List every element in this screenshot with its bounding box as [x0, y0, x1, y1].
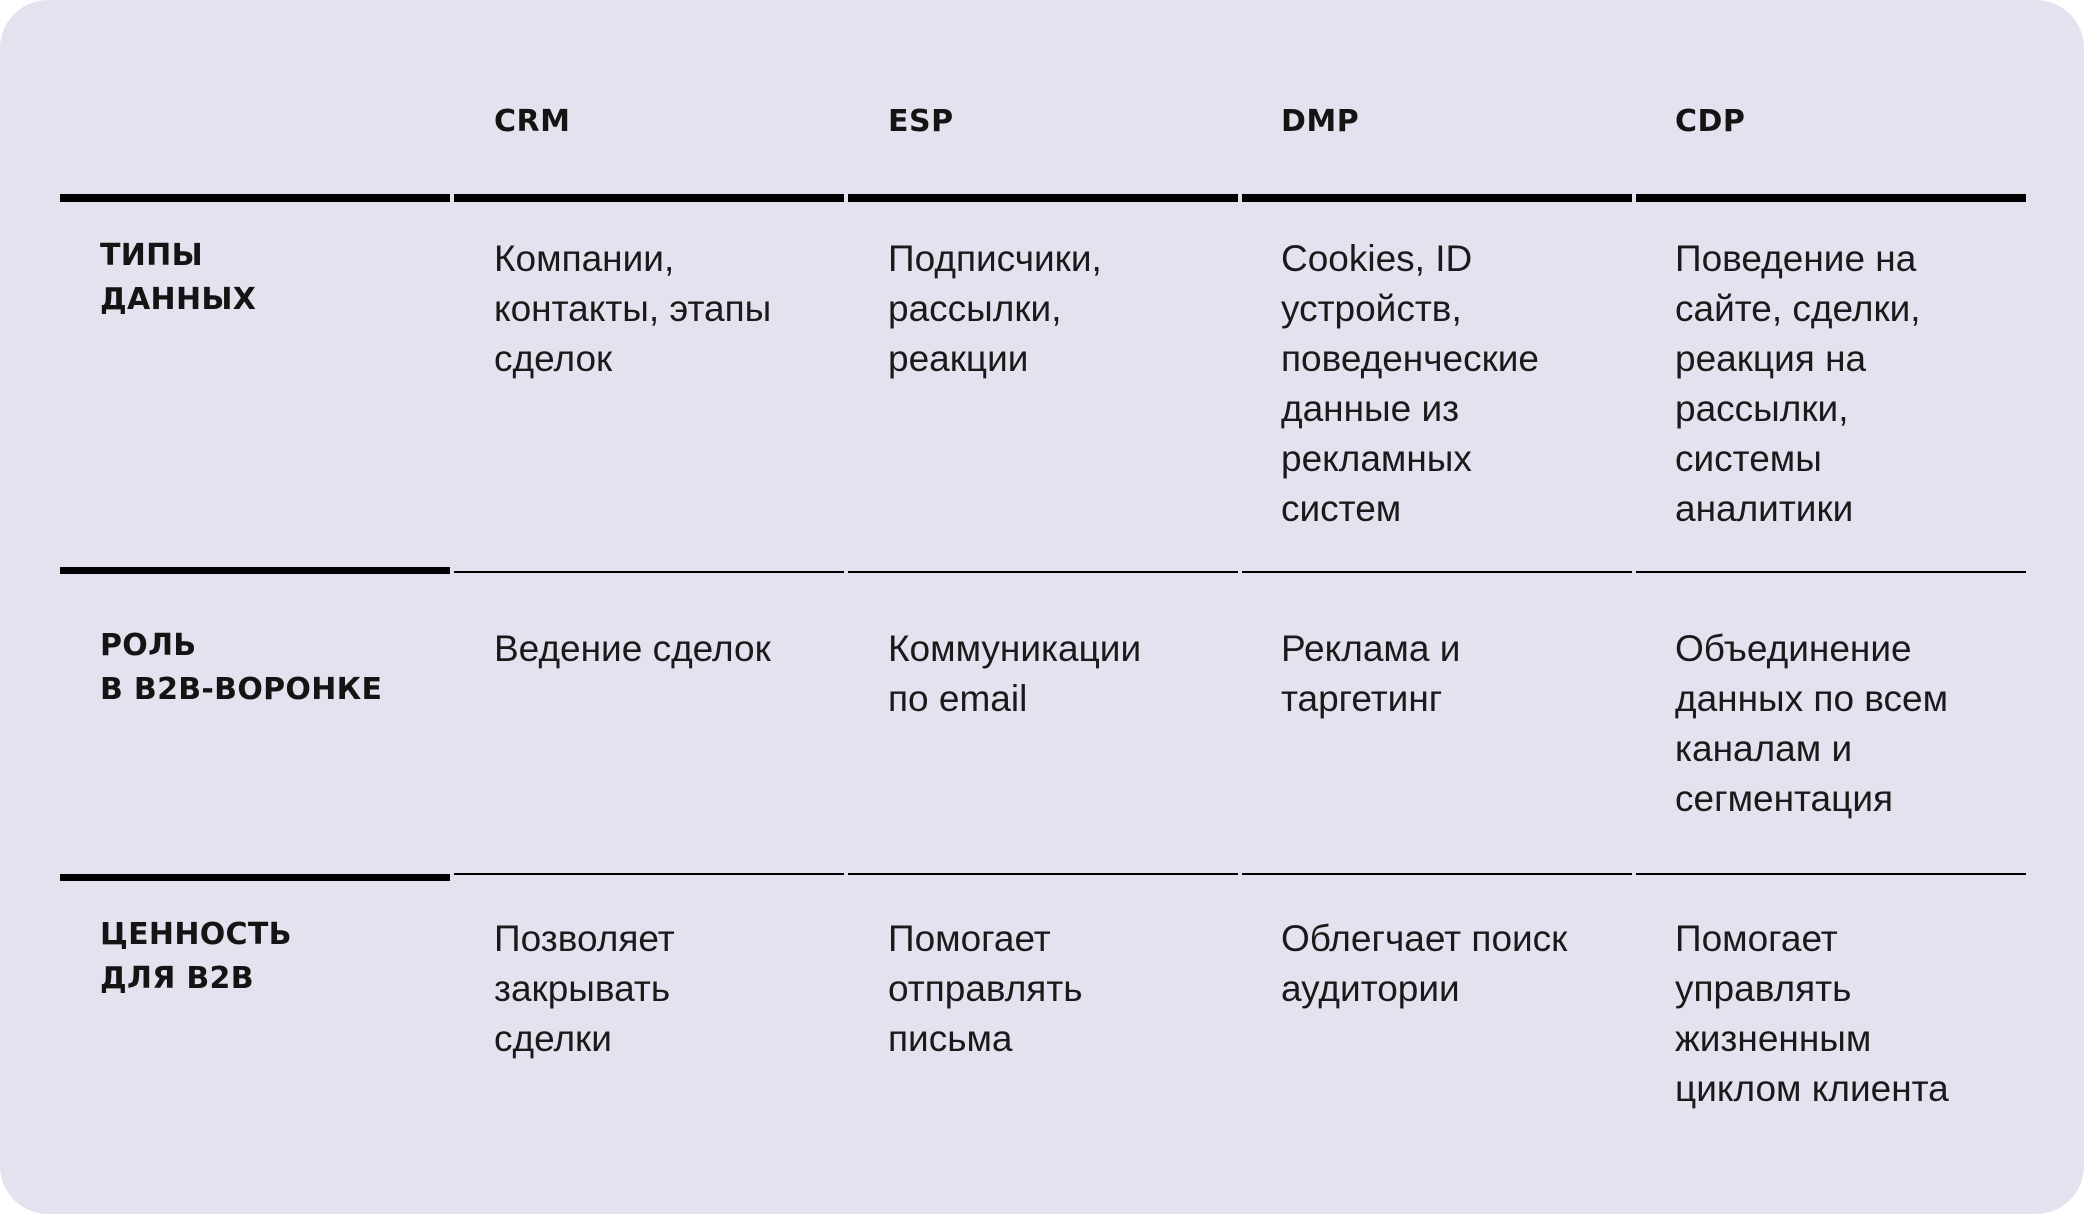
row-divider	[454, 873, 844, 875]
cell-funnel-role-esp: Коммуникации по email	[888, 628, 1142, 719]
row-divider	[1636, 571, 2026, 573]
row-header-funnel-role: РОЛЬ В B2B-ВОРОНКЕ	[100, 628, 383, 707]
header-divider	[1242, 194, 1632, 202]
cell-data-types-dmp: Cookies, ID устройств, поведенческие данные из рекламных систем	[1281, 238, 1540, 529]
column-header-cdp: CDP	[1675, 104, 1746, 139]
cell-data-types-cdp: Поведение на сайте, сделки, реакция на рассылки, системы аналитики	[1675, 238, 1921, 529]
row-divider	[1242, 571, 1632, 573]
column-header-dmp: DMP	[1281, 104, 1360, 139]
row-divider	[1242, 873, 1632, 875]
row-divider	[60, 874, 450, 881]
cell-data-types-esp: Подписчики, рассылки, реакции	[888, 238, 1102, 379]
row-header-data-types: ТИПЫ ДАННЫХ	[100, 238, 257, 317]
cell-funnel-role-crm: Ведение сделок	[494, 628, 771, 669]
cell-data-types-crm: Компании, контакты, этапы сделок	[494, 238, 772, 379]
header-divider	[454, 194, 844, 202]
row-divider	[60, 567, 450, 574]
column-header-crm: CRM	[494, 104, 571, 139]
cell-b2b-value-cdp: Помогает управлять жизненным циклом клиента	[1675, 918, 1949, 1109]
header-divider	[60, 194, 450, 202]
row-header-b2b-value: ЦЕННОСТЬ ДЛЯ B2B	[100, 917, 292, 996]
row-divider	[454, 571, 844, 573]
cell-b2b-value-dmp: Облегчает поиск аудитории	[1281, 918, 1568, 1009]
header-divider	[1636, 194, 2026, 202]
header-divider	[848, 194, 1238, 202]
row-divider	[1636, 873, 2026, 875]
cell-funnel-role-dmp: Реклама и таргетинг	[1281, 628, 1461, 719]
row-divider	[848, 873, 1238, 875]
row-divider	[848, 571, 1238, 573]
cell-funnel-role-cdp: Объединение данных по всем каналам и сегментация	[1675, 628, 1949, 819]
cell-b2b-value-esp: Помогает отправлять письма	[888, 918, 1083, 1059]
cell-b2b-value-crm: Позволяет закрывать сделки	[494, 918, 675, 1059]
column-header-esp: ESP	[888, 104, 954, 139]
